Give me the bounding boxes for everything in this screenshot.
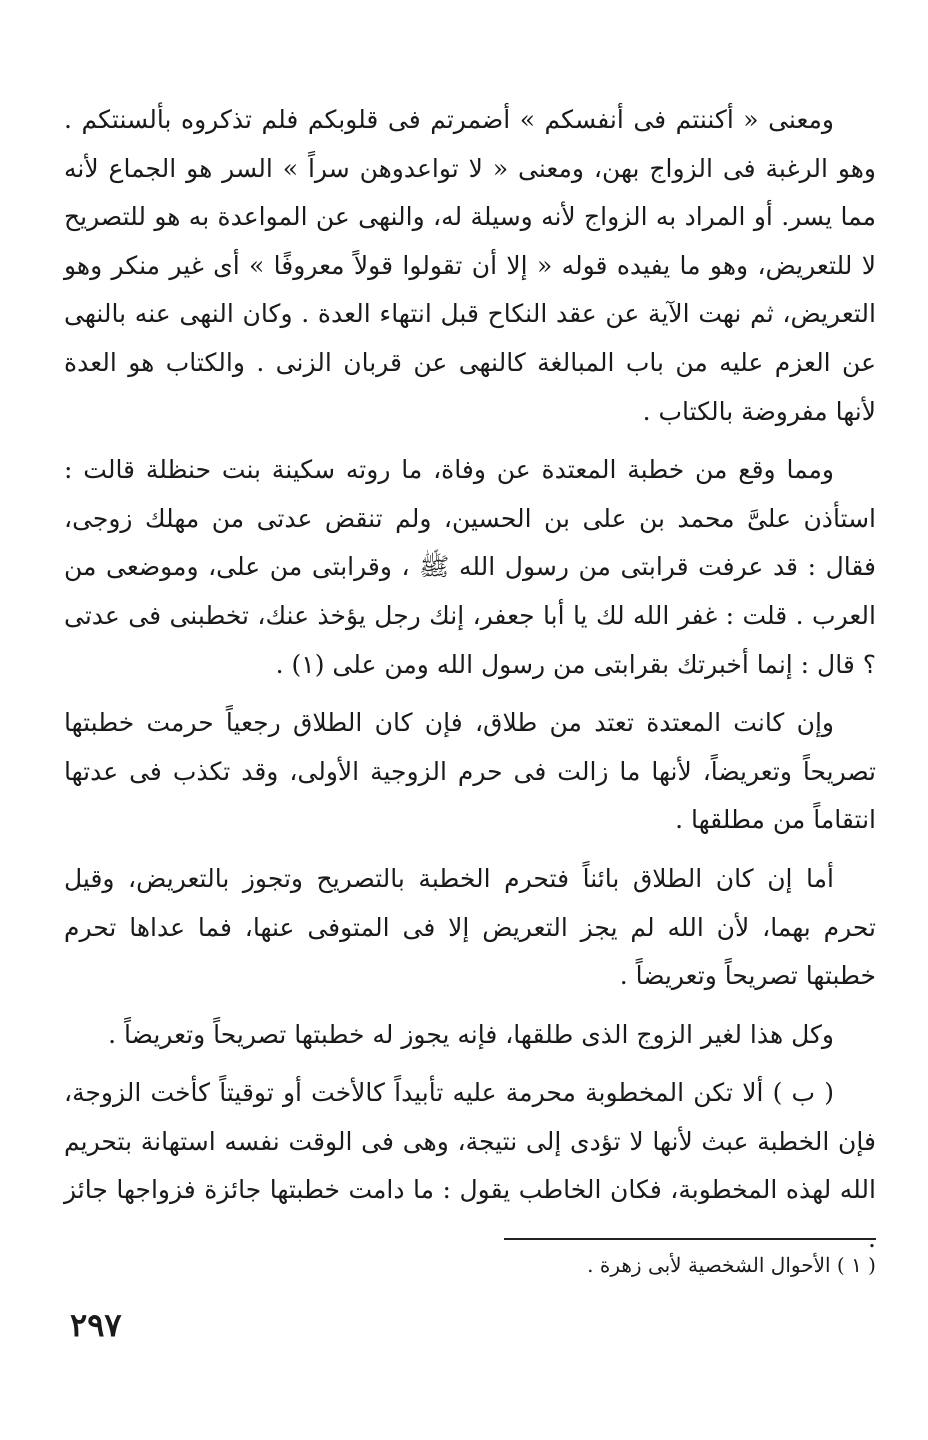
page-number: ٢٩٧ <box>70 1306 122 1344</box>
paragraph-4: أما إن كان الطلاق بائناً فتحرم الخطبة بالتصريح وتجوز بالتعريض، وقيل تحرم بهما، لأن الله لم يجز التعريض إلا فى المتوفى عنها، فما عداها تحرم خطبتها تصريحاً وتعريضاً . <box>64 863 876 991</box>
body-text <box>64 96 876 1264</box>
paragraph-1: ومعنى « أكننتم فى أنفسكم » أضمرتم فى قلوبكم فلم تذكروه بألسنتكم . وهو الرغبة فى الزواج بهن، ومعنى « لا تواعدوهن سراً » السر هو الجماع لأنه مما يسر. أو المراد به الزواج لأنه وسيلة له، والنهى عن المواعدة به هو للتصريح لا للتعريض، وهو ما يفيده قوله « إلا أن تقولوا قولاً معروفًا » أى غير منكر وهو التعريض، ثم نهت الآية عن عقد النكاح قبل انتهاء العدة . وكان النهى عنه بالنهى عن العزم عليه من باب المبالغة كالنهى عن قربان الزنى . والكتاب هو العدة لأنها مفروضة بالكتاب . <box>64 105 876 426</box>
paragraph-5: وكل هذا لغير الزوج الذى طلقها، فإنه يجوز له خطبتها تصريحاً وتعريضاً . <box>108 1019 834 1049</box>
paragraph-6: ( ب ) ألا تكن المخطوبة محرمة عليه تأبيداً كالأخت أو توقيتاً كأخت الزوجة، فإن الخطبة عبث لأنها لا تؤدى إلى نتيجة، وهى فى الوقت نفسه استهانة بتحريم الله لهذه المخطوبة، فكان الخاطب يقول : ما دامت خطبتها جائزة فزواجها جائز . <box>64 1078 876 1254</box>
paragraph-3: وإن كانت المعتدة تعتد من طلاق، فإن كان الطلاق رجعياً حرمت خطبتها تصريحاً وتعريضاً، لأنها ما زالت فى حرم الزوجية الأولى، وقد تكذب فى عدتها انتقاماً من مطلقها . <box>64 708 876 835</box>
footnote: ( ١ ) الأحوال الشخصية لأبى زهرة . <box>587 1253 876 1277</box>
book-page <box>64 96 876 1416</box>
paragraph-2: ومما وقع من خطبة المعتدة عن وفاة، ما روته سكينة بنت حنظلة قالت : استأذن علىَّ محمد بن على بن الحسين، ولم تنقض عدتى من مهلك زوجى، فقال : قد عرفت قرابتى من رسول الله ﷺ ، وقرابتى من على، وموضعى من العرب . قلت : غفر الله لك يا أبا جعفر، إنك رجل يؤخذ عنك، تخطبنى فى عدتى ؟ قال : إنما أخبرتك بقرابتى من رسول الله ومن على (١) . <box>64 455 876 679</box>
footnote-divider <box>504 1238 876 1240</box>
